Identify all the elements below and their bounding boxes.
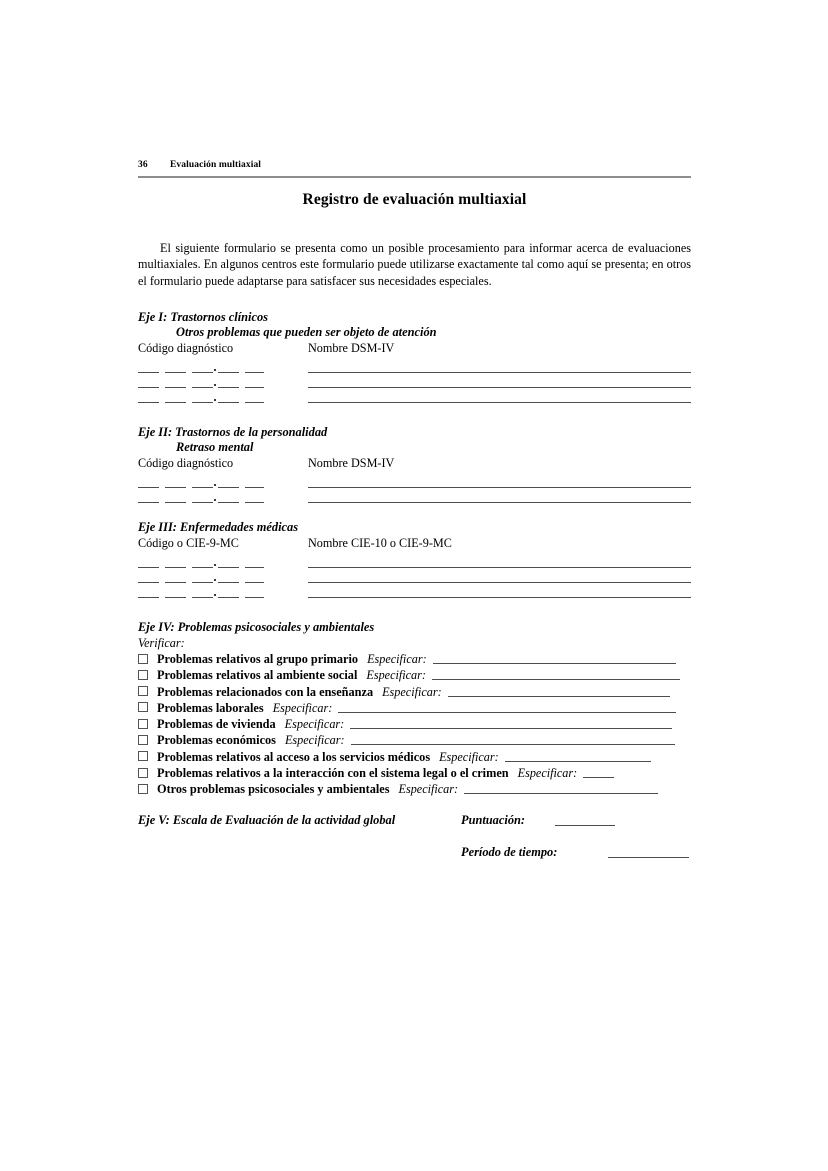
axis-2-entry-rows <box>138 478 691 508</box>
code-digit-blank[interactable] <box>192 402 213 403</box>
diagnosis-name-blank[interactable] <box>308 478 691 493</box>
axis-4-checklist-row[interactable] <box>138 668 691 684</box>
specify-label: Especificar: <box>367 652 427 666</box>
code-decimal-point <box>214 594 216 596</box>
axis-2-title: Eje II: Trastornos de la personalidad <box>138 425 328 439</box>
code-digit-blank[interactable] <box>192 567 213 568</box>
entry-row <box>138 558 691 573</box>
code-digit-blank[interactable] <box>245 372 264 373</box>
code-digit-blank[interactable] <box>165 402 186 403</box>
code-digit-blank[interactable] <box>165 487 186 488</box>
specify-blank[interactable] <box>583 777 614 778</box>
code-digit-blank[interactable] <box>245 502 264 503</box>
axis-4-checklist <box>138 652 691 799</box>
axis-3-entry-rows <box>138 558 691 603</box>
axis-5-score-row <box>138 813 691 830</box>
checklist-item-label: Problemas económicos <box>157 733 276 748</box>
diagnosis-name-blank[interactable] <box>308 393 691 408</box>
code-digit-blank[interactable] <box>138 387 159 388</box>
specify-blank[interactable] <box>350 728 672 729</box>
axis-5-section <box>138 813 691 862</box>
axis-5-title: Eje V: Escala de Evaluación de la actividad global <box>138 813 396 827</box>
checklist-item-label: Problemas relativos al ambiente social <box>157 668 358 683</box>
code-decimal-point <box>214 484 216 486</box>
axis-5-period-row <box>138 845 691 862</box>
checkbox-icon[interactable] <box>138 751 148 761</box>
diagnostic-code-blank[interactable] <box>138 558 264 573</box>
code-decimal-point <box>214 384 216 386</box>
specify-blank[interactable] <box>505 761 651 762</box>
entry-row <box>138 363 691 378</box>
code-digit-blank[interactable] <box>138 597 159 598</box>
specify-blank[interactable] <box>464 793 658 794</box>
checkbox-icon[interactable] <box>138 719 148 729</box>
axis-5-score-label: Puntuación: <box>461 813 526 827</box>
checkbox-icon[interactable] <box>138 686 148 696</box>
code-digit-blank[interactable] <box>138 402 159 403</box>
diagnosis-name-blank[interactable] <box>308 493 691 508</box>
axis-3-title: Eje III: Enfermedades médicas <box>138 520 299 534</box>
axis-4-checklist-row[interactable] <box>138 782 691 798</box>
axis-4-checklist-row[interactable] <box>138 750 691 766</box>
code-decimal-point <box>214 579 216 581</box>
code-digit-blank[interactable] <box>138 502 159 503</box>
code-digit-blank[interactable] <box>192 372 213 373</box>
axis-1-col-name-header: Nombre DSM-IV <box>308 341 395 355</box>
code-digit-blank[interactable] <box>218 372 239 373</box>
code-digit-blank[interactable] <box>218 597 239 598</box>
write-in-rule <box>308 567 691 568</box>
code-digit-blank[interactable] <box>245 597 264 598</box>
specify-blank[interactable] <box>448 696 670 697</box>
code-decimal-point <box>214 564 216 566</box>
checkbox-icon[interactable] <box>138 768 148 778</box>
code-digit-blank[interactable] <box>138 372 159 373</box>
entry-row <box>138 478 691 493</box>
entry-row <box>138 573 691 588</box>
diagnostic-code-blank[interactable] <box>138 378 264 393</box>
axis-2-column-headers <box>138 455 691 472</box>
checklist-item-label: Problemas de vivienda <box>157 717 276 732</box>
entry-row <box>138 588 691 603</box>
code-decimal-point <box>214 369 216 371</box>
code-digit-blank[interactable] <box>165 502 186 503</box>
axis-1-column-headers <box>138 340 691 357</box>
entry-row <box>138 378 691 393</box>
diagnosis-name-blank[interactable] <box>308 558 691 573</box>
axis-3-col-code-header: Código o CIE-9-MC <box>138 536 239 550</box>
specify-label: Especificar: <box>398 782 459 797</box>
code-digit-blank[interactable] <box>165 387 186 388</box>
code-digit-blank[interactable] <box>245 387 264 388</box>
code-decimal-point <box>214 399 216 401</box>
axis-2-subtitle: Retraso mental <box>176 440 254 454</box>
write-in-rule <box>308 372 691 373</box>
header-rule-divider <box>138 176 691 178</box>
code-digit-blank[interactable] <box>218 582 239 583</box>
diagnosis-name-blank[interactable] <box>308 588 691 603</box>
code-digit-blank[interactable] <box>218 387 239 388</box>
code-digit-blank[interactable] <box>165 597 186 598</box>
axis-3-section <box>138 520 691 603</box>
axis-4-checklist-row[interactable] <box>138 701 691 717</box>
checklist-item-label: Problemas laborales <box>157 700 264 715</box>
code-digit-blank[interactable] <box>192 597 213 598</box>
checkbox-icon[interactable] <box>138 670 148 680</box>
axis-3-column-headers <box>138 535 691 552</box>
diagnostic-code-blank[interactable] <box>138 363 264 378</box>
axis-4-checklist-row[interactable] <box>138 685 691 701</box>
checklist-item-label: Otros problemas psicosociales y ambientales <box>157 782 390 797</box>
specify-label: Especificar: <box>382 684 442 699</box>
code-digit-blank[interactable] <box>218 402 239 403</box>
code-digit-blank[interactable] <box>245 487 264 488</box>
axis-2-section <box>138 425 691 508</box>
specify-label: Especificar: <box>284 733 345 748</box>
write-in-rule <box>308 487 691 488</box>
axis-4-checklist-row[interactable] <box>138 652 691 668</box>
axis-4-checklist-row[interactable] <box>138 717 691 733</box>
code-digit-blank[interactable] <box>138 582 159 583</box>
checklist-item-label: Problemas relativos al grupo primario <box>157 652 359 666</box>
diagnostic-code-blank[interactable] <box>138 493 264 508</box>
checkbox-icon[interactable] <box>138 784 148 794</box>
code-digit-blank[interactable] <box>192 387 213 388</box>
code-digit-blank[interactable] <box>245 582 264 583</box>
page-folio-number: 36 <box>138 160 148 170</box>
specify-label: Especificar: <box>439 749 499 764</box>
axis-2-col-name-header: Nombre DSM-IV <box>308 456 395 470</box>
entry-row <box>138 493 691 508</box>
running-head-title: Evaluación multiaxial <box>170 160 262 170</box>
specify-blank[interactable] <box>432 679 680 680</box>
axis-4-checklist-row[interactable] <box>138 733 691 749</box>
write-in-rule <box>308 402 691 403</box>
code-decimal-point <box>214 499 216 501</box>
axis-5-score-blank[interactable] <box>555 825 615 826</box>
axis-5-period-blank[interactable] <box>608 857 689 858</box>
diagnostic-code-blank[interactable] <box>138 393 264 408</box>
diagnostic-code-blank[interactable] <box>138 588 264 603</box>
axis-5-period-label: Período de tiempo: <box>461 845 558 859</box>
code-digit-blank[interactable] <box>218 567 239 568</box>
running-head <box>138 160 691 170</box>
code-digit-blank[interactable] <box>138 567 159 568</box>
diagnostic-code-blank[interactable] <box>138 573 264 588</box>
checkbox-icon[interactable] <box>138 702 148 712</box>
axis-4-title: Eje IV: Problemas psicosociales y ambientales <box>138 620 375 634</box>
specify-blank[interactable] <box>433 663 676 664</box>
code-digit-blank[interactable] <box>245 402 264 403</box>
diagnostic-code-blank[interactable] <box>138 478 264 493</box>
axis-1-col-code-header: Código diagnóstico <box>138 341 234 355</box>
code-digit-blank[interactable] <box>245 567 264 568</box>
checklist-item-label: Problemas relativos a la interacción con el sistema legal o el crimen <box>157 766 509 781</box>
checklist-item-label: Problemas relativos al acceso a los servicios médicos <box>157 749 431 764</box>
diagnosis-name-blank[interactable] <box>308 363 691 378</box>
specify-blank[interactable] <box>338 712 676 713</box>
write-in-rule <box>308 597 691 598</box>
write-in-rule <box>308 387 691 388</box>
code-digit-blank[interactable] <box>165 372 186 373</box>
axis-4-verify-label: Verificar: <box>138 636 185 650</box>
code-digit-blank[interactable] <box>192 582 213 583</box>
checklist-item-label: Problemas relacionados con la enseñanza <box>157 684 374 699</box>
code-digit-blank[interactable] <box>165 567 186 568</box>
axis-1-entry-rows <box>138 363 691 408</box>
axis-5-spacer <box>138 830 691 845</box>
code-digit-blank[interactable] <box>138 487 159 488</box>
code-digit-blank[interactable] <box>192 487 213 488</box>
axis-1-subtitle: Otros problemas que pueden ser objeto de atención <box>176 325 437 339</box>
specify-label: Especificar: <box>272 700 333 715</box>
axis-2-col-code-header: Código diagnóstico <box>138 456 234 470</box>
diagnosis-name-blank[interactable] <box>308 573 691 588</box>
write-in-rule <box>308 582 691 583</box>
diagnosis-name-blank[interactable] <box>308 378 691 393</box>
specify-label: Especificar: <box>366 668 426 683</box>
checkbox-icon[interactable] <box>138 735 148 745</box>
code-digit-blank[interactable] <box>165 582 186 583</box>
axis-4-section <box>138 620 691 799</box>
specify-blank[interactable] <box>351 744 675 745</box>
axis-1-title: Eje I: Trastornos clínicos <box>138 310 268 324</box>
axis-3-col-name-header: Nombre CIE-10 o CIE-9-MC <box>308 536 452 550</box>
code-digit-blank[interactable] <box>192 502 213 503</box>
checkbox-icon[interactable] <box>138 654 148 664</box>
specify-label: Especificar: <box>517 766 578 781</box>
code-digit-blank[interactable] <box>218 487 239 488</box>
intro-paragraph: El siguiente formulario se presenta como un posible procesamiento para informar acerca de evaluaciones multiaxiales. En algunos centros este formulario puede utilizarse exactamente tal como aquí se presenta; en otros el formulario puede adaptarse para satisfacer sus necesidades especiales. <box>138 241 691 288</box>
axis-4-checklist-row[interactable] <box>138 766 691 782</box>
specify-label: Especificar: <box>284 717 345 732</box>
write-in-rule <box>308 502 691 503</box>
axis-1-section <box>138 310 691 408</box>
entry-row <box>138 393 691 408</box>
page-title: Registro de evaluación multiaxial <box>302 191 527 208</box>
code-digit-blank[interactable] <box>218 502 239 503</box>
